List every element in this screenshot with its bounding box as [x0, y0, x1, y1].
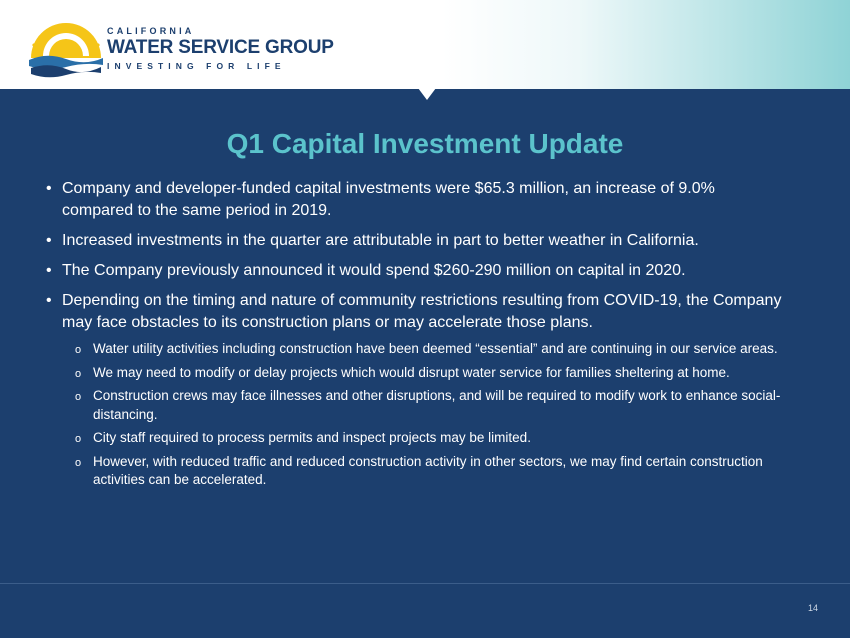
sub-bullet-marker: o: [75, 367, 82, 380]
bullet-text: The Company previously announced it would spend $260-290 million on capital in 2020.: [62, 262, 686, 279]
logo-tagline: INVESTING FOR LIFE: [107, 61, 286, 71]
logo-company-name: WATER SERVICE GROUP: [107, 37, 334, 58]
bullet-text: Increased investments in the quarter are attributable in part to better weather in California.: [62, 232, 699, 249]
sun-over-water-logo-icon: [29, 22, 103, 78]
logo-wordmark: [107, 26, 334, 71]
sub-bullet-text: However, with reduced traffic and reduced construction activity in other sectors, we may find certain construction activities can be accelerated.: [93, 453, 763, 487]
bullet-item: [46, 230, 786, 252]
bullet-marker: •: [46, 262, 52, 279]
bullet-marker: •: [46, 232, 52, 249]
bullet-text: Company and developer-funded capital investments were $65.3 million, an increase of 9.0% compared to the same period in 2019.: [62, 180, 715, 219]
sub-bullet-text: Construction crews may face illnesses and other disruptions, and will be required to modify work to enhance social-distancing.: [93, 388, 781, 422]
footer-divider: [0, 583, 850, 584]
sub-bullet-text: City staff required to process permits and inspect projects may be limited.: [93, 430, 531, 445]
sub-bullet-item: [46, 429, 786, 448]
bullet-marker: •: [46, 292, 52, 309]
bullet-marker: •: [46, 180, 52, 197]
sub-bullet-item: [46, 387, 786, 424]
sub-bullet-marker: o: [75, 433, 82, 445]
sub-bullet-text: We may need to modify or delay projects which would disrupt water service for families sheltering at home.: [93, 364, 730, 380]
bullet-text: Depending on the timing and nature of community restrictions resulting from COVID-19, the Company may face obstacles to its construction plans or may accelerate those plans.: [62, 292, 782, 331]
sub-bullet-marker: o: [75, 391, 82, 403]
sub-bullet-list: [46, 340, 786, 490]
bullet-item: [46, 260, 786, 282]
sub-bullet-item: [46, 453, 786, 490]
sub-bullet-item: [46, 340, 786, 359]
sub-bullet-marker: o: [75, 456, 82, 469]
sub-bullet-item: [46, 364, 786, 383]
slide-body: [46, 178, 786, 495]
header-banner: [0, 0, 850, 89]
slide-title: Q1 Capital Investment Update: [226, 128, 624, 159]
header-notch: [418, 88, 436, 100]
bullet-item: [46, 178, 786, 222]
logo-top-line: CALIFORNIA: [107, 26, 195, 36]
sub-bullet-marker: o: [75, 344, 82, 356]
bullet-item: [46, 290, 786, 334]
page-number: 14: [807, 603, 818, 613]
sub-bullet-text: Water utility activities including construction have been deemed “essential” and are continuing in our service areas.: [93, 341, 778, 356]
